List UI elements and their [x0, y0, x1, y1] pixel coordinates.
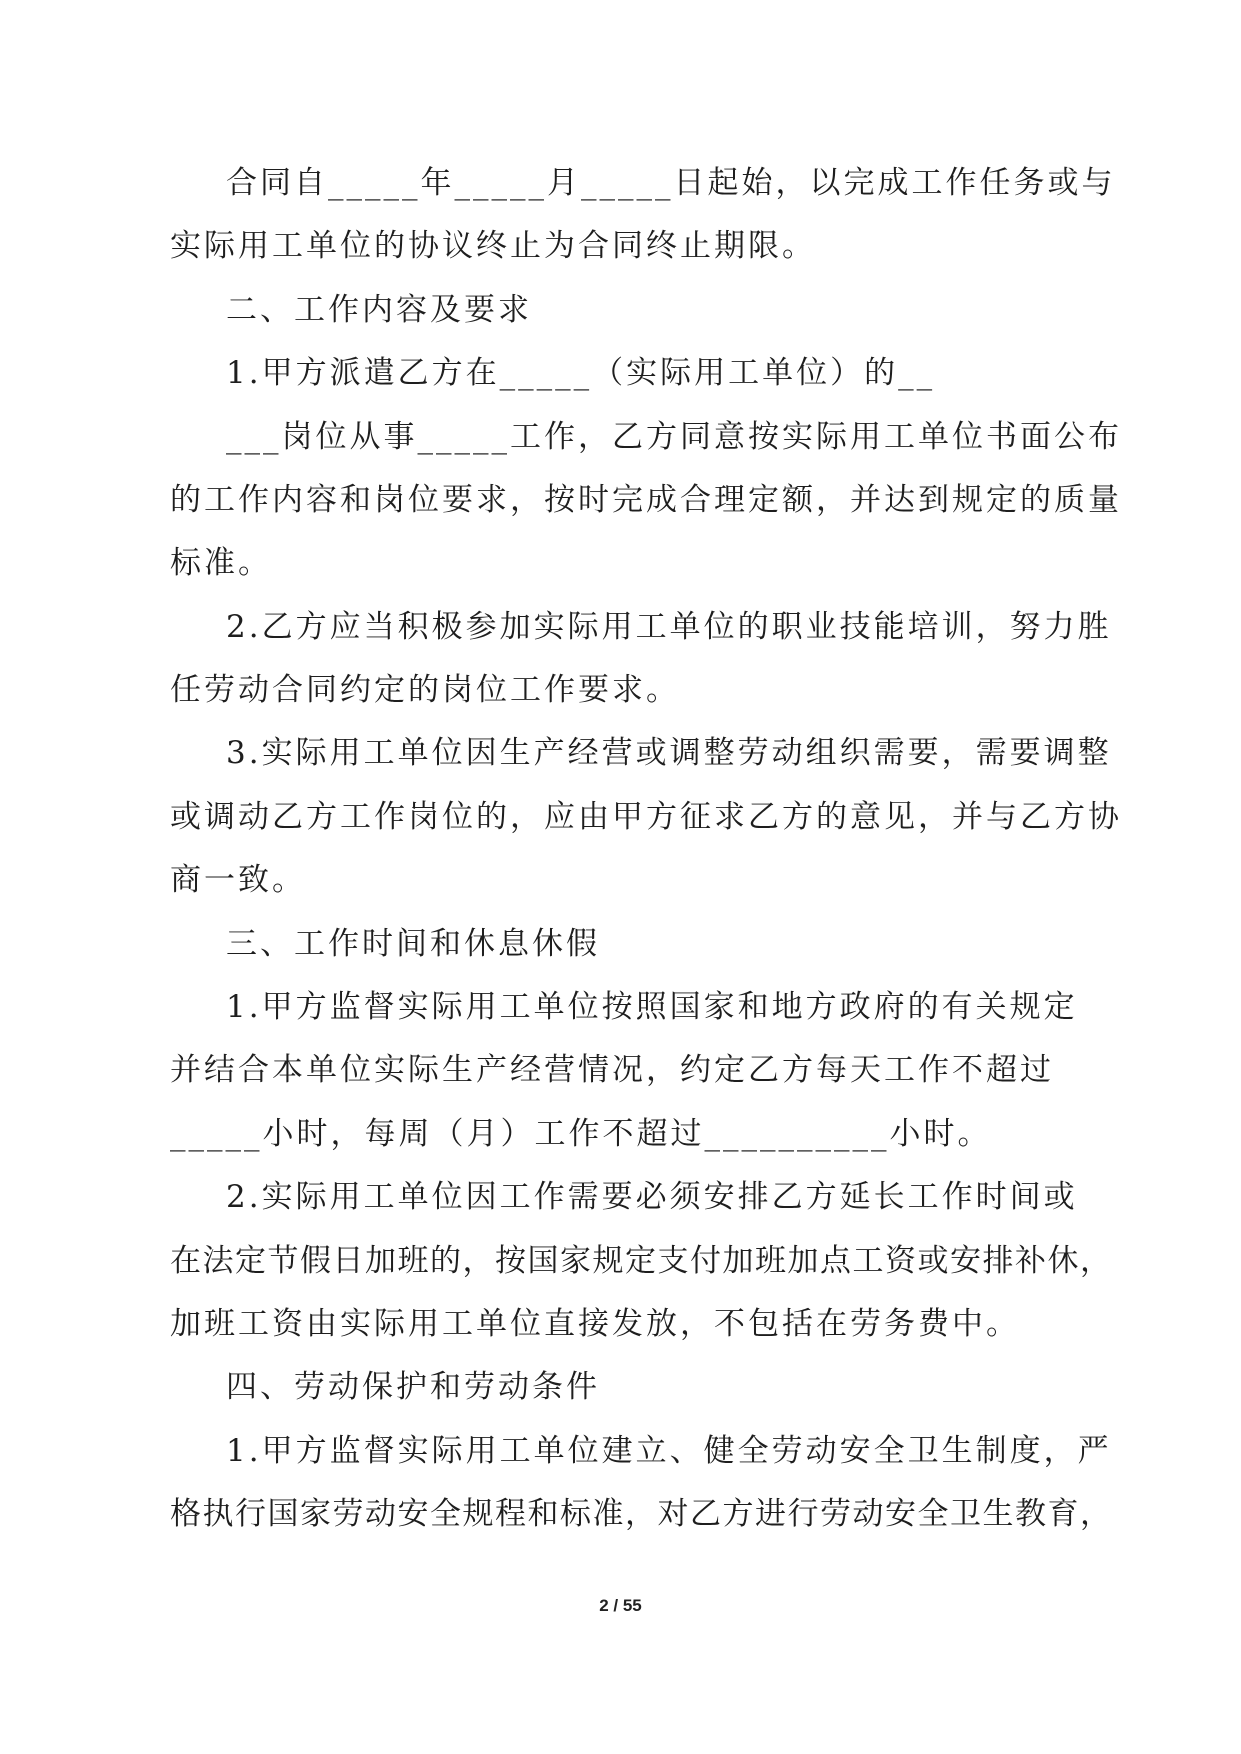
text-line-15: 并结合本单位实际生产经营情况，约定乙方每天工作不超过	[170, 1052, 1054, 1088]
text-line-7: 标准。	[170, 545, 272, 581]
page-number: 2 / 55	[599, 1596, 642, 1615]
text-line-16: _____小时，每周（月）工作不超过__________小时。	[170, 1116, 992, 1152]
text-line-18: 在法定节假日加班的，按国家规定支付加班加点工资或安排补休，	[170, 1243, 1113, 1279]
section-heading-3: 三、工作时间和休息休假	[226, 926, 600, 962]
text-line-22: 格执行国家劳动安全规程和标准，对乙方进行劳动安全卫生教育，	[170, 1496, 1113, 1532]
text-line-4: 1.甲方派遣乙方在_____（实际用工单位）的__	[226, 355, 936, 391]
text-line-6: 的工作内容和岗位要求，按时完成合理定额，并达到规定的质量	[170, 482, 1122, 518]
section-heading-4: 四、劳动保护和劳动条件	[226, 1369, 600, 1405]
text-line-11: 或调动乙方工作岗位的，应由甲方征求乙方的意见，并与乙方协	[170, 799, 1122, 835]
text-line-17: 2.实际用工单位因工作需要必须安排乙方延长工作时间或	[226, 1179, 1078, 1215]
text-line-12: 商一致。	[170, 862, 306, 898]
text-line-14: 1.甲方监督实际用工单位按照国家和地方政府的有关规定	[226, 989, 1078, 1025]
text-line-19: 加班工资由实际用工单位直接发放，不包括在劳务费中。	[170, 1306, 1020, 1342]
text-line-9: 任劳动合同约定的岗位工作要求。	[170, 672, 680, 708]
text-line-8: 2.乙方应当积极参加实际用工单位的职业技能培训，努力胜	[226, 609, 1112, 645]
text-line-10: 3.实际用工单位因生产经营或调整劳动组织需要，需要调整	[226, 735, 1112, 771]
text-line-1: 合同自_____年_____月_____日起始，以完成工作任务或与	[226, 165, 1116, 201]
section-heading-2: 二、工作内容及要求	[226, 292, 532, 328]
text-line-5: ___岗位从事_____工作，乙方同意按实际用工单位书面公布	[226, 419, 1122, 455]
text-line-21: 1.甲方监督实际用工单位建立、健全劳动安全卫生制度，严	[226, 1433, 1112, 1469]
text-line-2: 实际用工单位的协议终止为合同终止期限。	[170, 228, 816, 264]
